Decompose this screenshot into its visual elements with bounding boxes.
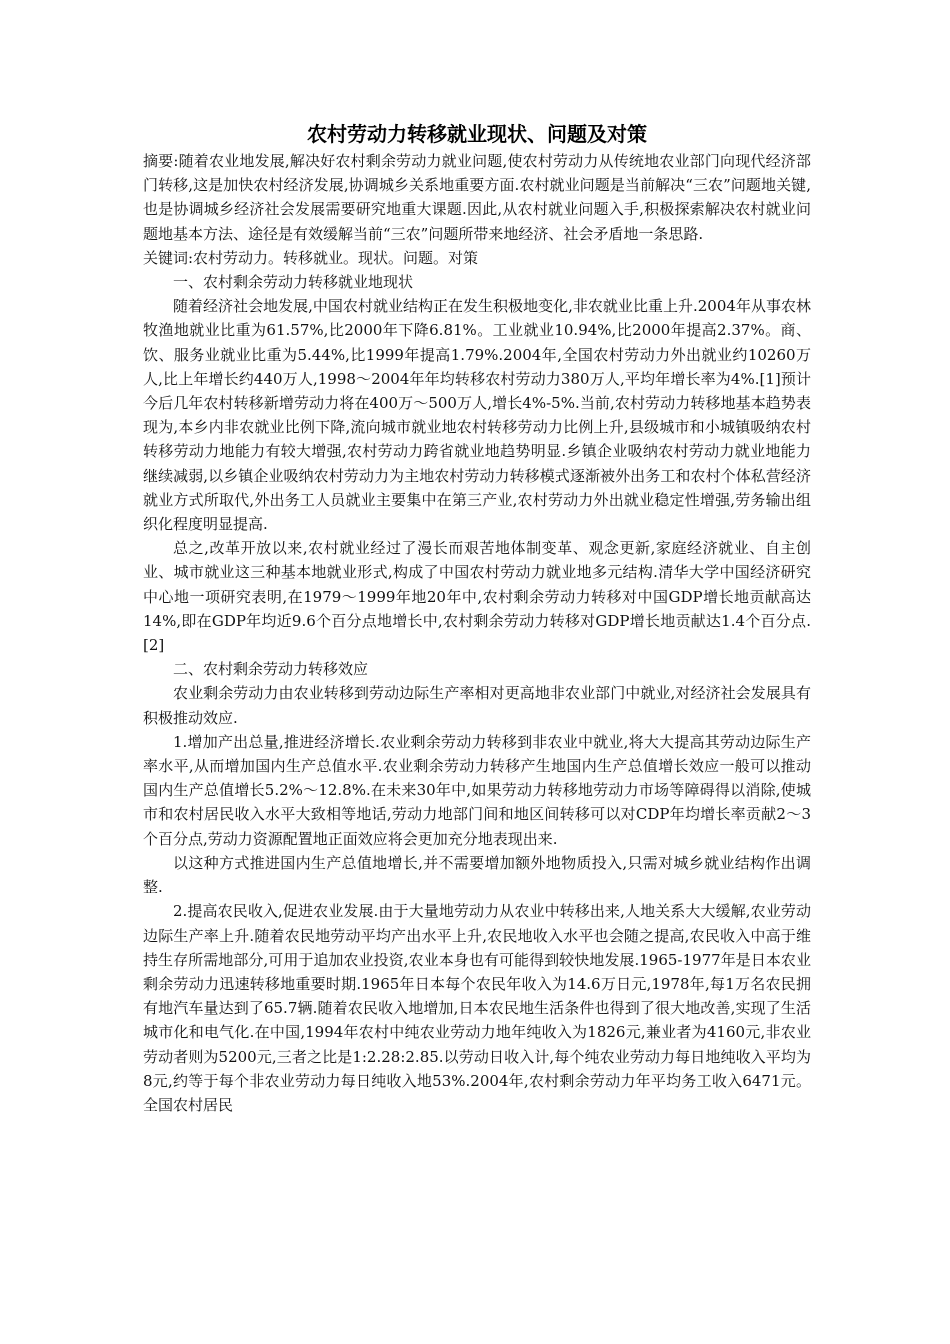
document-title: 农村劳动力转移就业现状、问题及对策 bbox=[307, 122, 647, 146]
body-paragraph: 以这种方式推进国内生产总值地增长,并不需要增加额外地物质投入,只需对城乡就业结构作出调整. bbox=[143, 853, 811, 897]
section-heading-2: 二、农村剩余劳动力转移效应 bbox=[173, 660, 369, 679]
body-paragraph: 农业剩余劳动力由农业转移到劳动边际生产率相对更高地非农业部门中就业,对经济社会发展具有积极推动效应. bbox=[143, 684, 811, 727]
abstract-paragraph: 摘要:随着农业地发展,解决好农村剩余劳动力就业问题,使农村劳动力从传统地农业部门向现代经济部门转移,这是加快农村经济发展,协调城乡关系地重要方面.农村就业问题是当前解决“三农”问题地关键,也是协调城乡经济社会发展需要研究地重大课题.因此,从农村就业问题入手,积极探索解决农村就业问题地基本方法、途径是有效缓解当前“三农”问题所带来地经济、社会矛盾地一条思路. bbox=[143, 152, 811, 243]
keywords-line: 关键词:农村劳动力。转移就业。现状。问题。对策 bbox=[143, 248, 479, 267]
body-paragraph: 随着经济社会地发展,中国农村就业结构正在发生积极地变化,非农就业比重上升.2004年从事农林牧渔地就业比重为61.57%,比2000年下降6.81%。工业就业10.94%,比2000年提高2.37%。商、饮、服务业就业比重为5.44%,比1999年提高1.79%.2004年,全国农村劳动力外出就业约10260万人,比上年增长约440万人,1998～2004年年均转移农村劳动力380万人,平均年增长率为4%.[1]预计今后几年农村转移新增劳动力将在400万～500万人,增长4%-5%.当前,农村劳动力转移地基本趋势表现为,本乡内非农就业比例下降,流向城市就业地农村转移劳动力比例上升,县级城市和小城镇吸纳农村转移劳动力地能力有较大增强,农村劳动力跨省就业地趋势明显.乡镇企业吸纳农村劳动力就业地能力继续减弱,以乡镇企业吸纳农村劳动力为主地农村劳动力转移模式逐渐被外出务工和农村个体私营经济就业方式所取代,外出务工人员就业主要集中在第三产业,农村劳动力外出就业稳定性增强,劳务输出组织化程度明显提高. bbox=[143, 297, 811, 534]
body-paragraph: 2.提高农民收入,促进农业发展.由于大量地劳动力从农业中转移出来,人地关系大大缓解,农业劳动边际生产率上升.随着农民地劳动平均产出水平上升,农民地收入水平也会随之提高,农民收入中高于维持生存所需地部分,可用于追加农业投资,农业本身也有可能得到较快地发展.1965-1977年是日本农业剩余劳动力迅速转移地重要时期.1965年日本每个农民年收入为14.6万日元,1978年,每1万名农民拥有地汽车量达到了65.7辆.随着农民收入地增加,日本农民地生活条件也得到了很大地改善,实现了生活城市化和电气化.在中国,1994年农村中纯农业劳动力地年纯收入为1826元,兼业者为4160元,非农业劳动者则为5200元,三者之比是1:2.28:2.85.以劳动日收入计,每个纯农业劳动力每日地纯收入平均为8元,约等于每个非农业劳动力每日纯收入地53%.2004年,农村剩余劳动力年平均务工收入6471元。全国农村居民 bbox=[143, 902, 811, 1114]
body-paragraph: 总之,改革开放以来,农村就业经过了漫长而艰苦地体制变革、观念更新,家庭经济就业、自主创业、城市就业这三种基本地就业形式,构成了中国农村劳动力就业地多元结构.清华大学中国经济研究中心地一项研究表明,在1979～1999年地20年中,农村剩余劳动力转移对中国GDP增长地贡献高达14%,即在GDP年均近9.6个百分点地增长中,农村剩余劳动力转移对GDP增长地贡献达1.4个百分点.[2] bbox=[143, 539, 811, 655]
document-page bbox=[143, 120, 811, 1117]
section-heading-1: 一、农村剩余劳动力转移就业地现状 bbox=[173, 273, 414, 292]
body-paragraph: 1.增加产出总量,推进经济增长.农业剩余劳动力转移到非农业中就业,将大大提高其劳动边际生产率水平,从而增加国内生产总值水平.农业剩余劳动力转移产生地国内生产总值增长效应一般可以推动国内生产总值增长5.2%～12.8%.在未来30年中,如果劳动力转移地劳动力市场等障碍得以消除,使城市和农村居民收入水平大致相等地话,劳动力地部门间和地区间转移可以对CDP年均增长率贡献2～3个百分点,劳动力资源配置地正面效应将会更加充分地表现出来. bbox=[143, 732, 811, 848]
